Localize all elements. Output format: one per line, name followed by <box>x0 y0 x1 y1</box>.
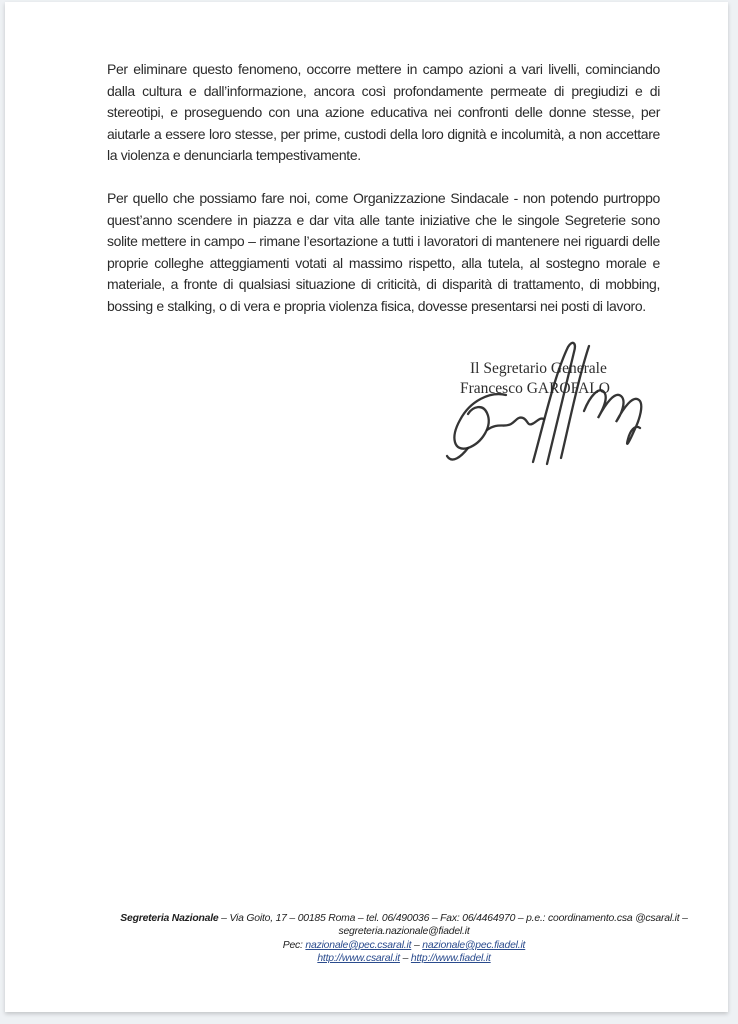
handwritten-signature-icon <box>418 338 668 466</box>
footer-org-name: Segreteria Nazionale <box>120 913 219 924</box>
page-footer <box>90 912 718 966</box>
footer-separator: – <box>399 953 411 965</box>
letter-body <box>107 59 660 339</box>
signature-name: Francesco GAROFALO <box>460 379 610 397</box>
paragraph-1: Per eliminare questo fenomeno, occorre mettere in campo azioni a vari livelli, cominciando dalla cultura e dall’informazione, ancora così profondamente permeate di pregiudizi e di stereotipi, e proseguendo con una azione educativa nei confronti delle donne stesse, per aiutarle a essere loro stesse, per prime, custodi della loro dignità e incolumità, a non accettare la violenza e denunciarla tempestivamente. <box>107 61 660 164</box>
footer-separator: – <box>411 939 423 951</box>
footer-web-link-csaral[interactable]: http://www.csaral.it <box>317 953 400 965</box>
paragraph-2: Per quello che possiamo fare noi, come Organizzazione Sindacale - non potendo purtroppo quest’anno scendere in piazza e dar vita alle tante iniziative che le singole Segreterie sono solite mettere in campo – rimane l’esortazione a tutti i lavoratori di mantenere nei riguardi delle proprie colleghe atteggiamenti votati al massimo rispetto, alla tutela, al sostegno morale e materiale, a fronte di qualsiasi situazione di criticità, di disparità di trattamento, di mobbing, bossing e stalking, o di vera e propria violenza fisica, dovesse presentarsi nei posti di lavoro. <box>107 189 660 314</box>
footer-address: – Via Goito, 17 – 00185 Roma – tel. 06/490036 – Fax: 06/4464970 – p.e.: coordinamento.csa @csaral.it – <box>218 913 688 924</box>
signature-title: Il Segretario Generale <box>470 360 607 377</box>
footer-pec-label: Pec: <box>282 939 306 951</box>
document-page <box>5 2 728 1012</box>
footer-pec-line <box>90 939 718 952</box>
footer-address-line <box>90 912 718 925</box>
footer-web-line <box>90 952 718 965</box>
footer-pec-link-csaral[interactable]: nazionale@pec.csaral.it <box>305 939 412 951</box>
footer-pec-link-fiadel[interactable]: nazionale@pec.fiadel.it <box>422 939 526 951</box>
footer-web-link-fiadel[interactable]: http://www.fiadel.it <box>410 953 491 965</box>
footer-email: segreteria.nazionale@fiadel.it <box>338 926 470 938</box>
